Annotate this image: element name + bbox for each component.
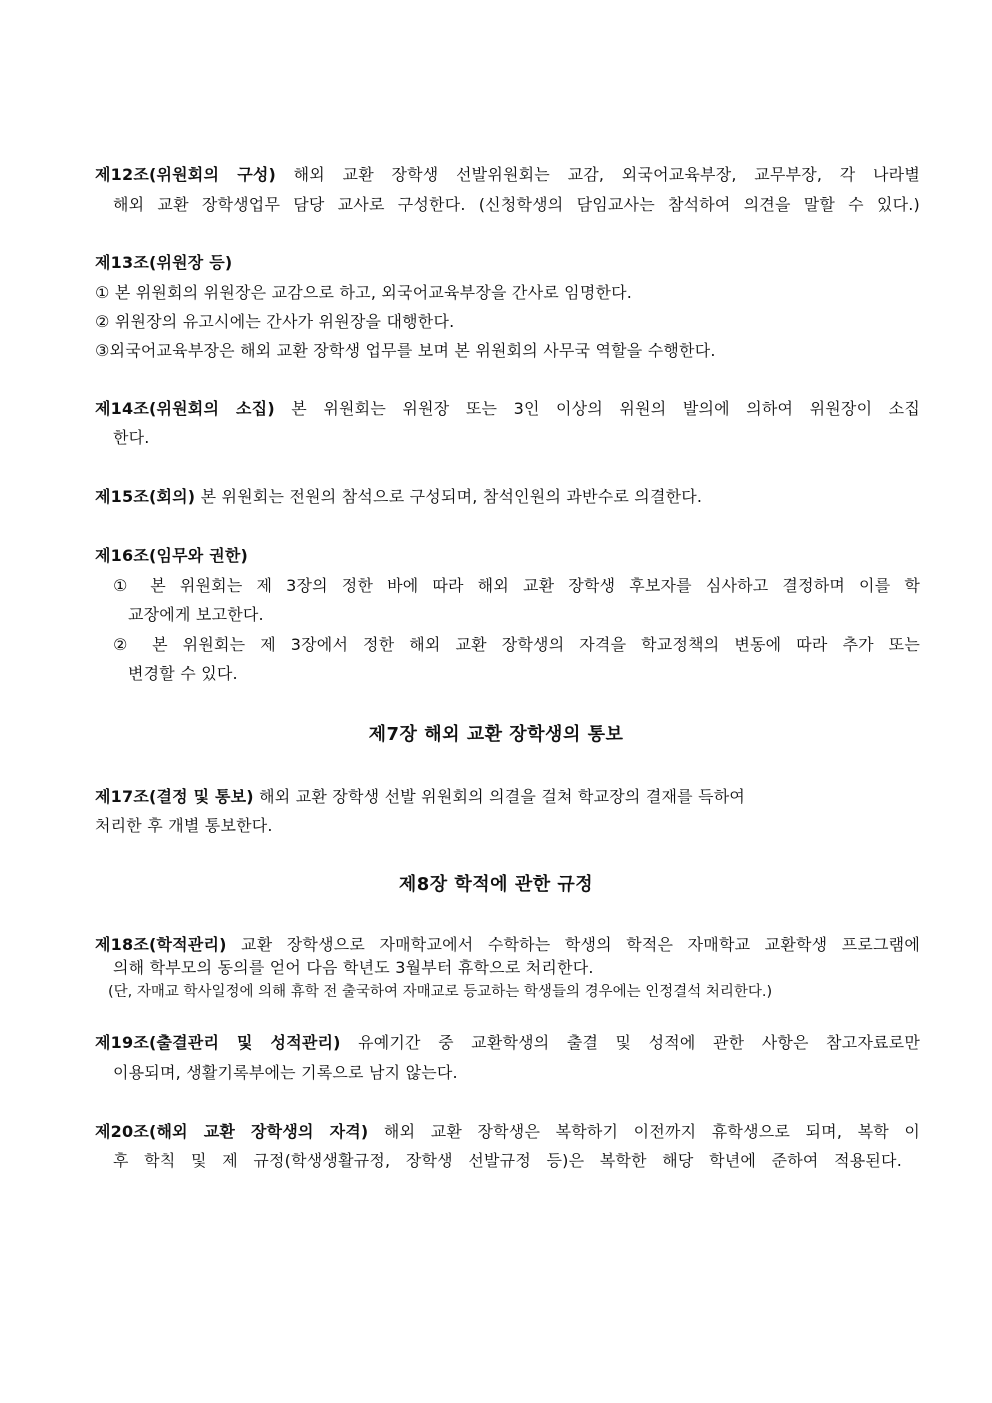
article-15-title: 제15조(회의) (95, 487, 196, 506)
article-12-line-1 (95, 165, 920, 185)
article-13-item-1: ① 본 위원회의 위원장은 교감으로 하고, 외국어교육부장을 간사로 임명한다. (95, 283, 633, 302)
article-15-text-1: 본 위원회는 전원의 참석으로 구성되며, 참석인원의 과반수로 의결한다. (195, 487, 703, 506)
article-19-line-2: 이용되며, 생활기록부에는 기록으로 남지 않는다. (113, 1063, 458, 1082)
article-16-item-2-line-2: 변경할 수 있다. (128, 664, 238, 683)
article-14-title: 제14조(위원회의 소집) (95, 399, 275, 418)
article-12-title: 제12조(위원회의 구성) (95, 165, 277, 184)
chapter-7-heading: 제7장 해외 교환 장학생의 통보 (368, 724, 624, 745)
article-18-line-3: (단, 자매교 학사일정에 의해 휴학 전 출국하여 자매교로 등교하는 학생들의 경우에는 인정결석 처리한다.) (108, 984, 773, 1000)
article-20-line-1 (95, 1122, 920, 1142)
article-18-line-2: 의해 학부모의 동의를 얻어 다음 학년도 3월부터 휴학으로 처리한다. (113, 958, 594, 977)
article-12-text-1: 해외 교환 장학생 선발위원회는 교감, 외국어교육부장, 교무부장, 각 나라별 (276, 165, 920, 184)
article-13-item-2: ② 위원장의 유고시에는 간사가 위원장을 대행한다. (95, 312, 455, 331)
article-17-line-2: 처리한 후 개별 통보한다. (95, 816, 273, 835)
article-16-title: 제16조(임무와 권한) (95, 546, 249, 565)
article-20-title: 제20조(해외 교환 장학생의 자격) (95, 1122, 369, 1141)
article-13-title: 제13조(위원장 등) (95, 253, 233, 272)
article-19-line-1 (95, 1033, 920, 1053)
article-17-text-1: 해외 교환 장학생 선발 위원회의 의결을 걸쳐 학교장의 결재를 득하여 (253, 787, 746, 806)
article-17-title: 제17조(결정 및 통보) (95, 787, 254, 806)
article-20-line-2: 후 학칙 및 제 규정(학생생활규정, 장학생 선발규정 등)은 복학한 해당 학년에 준하여 적용된다. (113, 1151, 902, 1170)
article-12-line-2: 해외 교환 장학생업무 담당 교사로 구성한다. (신청학생의 담임교사는 참석하여 의견을 말할 수 있다.) (113, 195, 920, 214)
article-14-line-1 (95, 399, 920, 419)
article-16-item-2-line-1: ② 본 위원회는 제 3장에서 정한 해외 교환 장학생의 자격을 학교정책의 변동에 따라 추가 또는 (113, 635, 920, 654)
article-18-title: 제18조(학적관리) (95, 935, 227, 954)
article-16-item-1-line-2: 교장에게 보고한다. (128, 605, 264, 624)
article-14-line-2: 한다. (113, 428, 150, 447)
article-17-line-1 (95, 787, 745, 807)
article-14-text-1: 본 위원회는 위원장 또는 3인 이상의 위원의 발의에 의하여 위원장이 소집 (274, 399, 920, 418)
article-18-line-1 (95, 935, 920, 955)
article-18-text-1: 교환 장학생으로 자매학교에서 수학하는 학생의 학적은 자매학교 교환학생 프로그램에 (226, 935, 920, 954)
article-19-text-1: 유예기간 중 교환학생의 출결 및 성적에 관한 사항은 참고자료로만 (340, 1033, 920, 1052)
article-20-text-1: 해외 교환 장학생은 복학하기 이전까지 휴학생으로 되며, 복학 이 (368, 1122, 921, 1141)
article-19-title: 제19조(출결관리 및 성적관리) (95, 1033, 341, 1052)
article-13-item-3: ③외국어교육부장은 해외 교환 장학생 업무를 보며 본 위원회의 사무국 역할을 수행한다. (95, 341, 716, 360)
chapter-8-heading: 제8장 학적에 관한 규정 (398, 874, 594, 895)
article-16-item-1-line-1: ① 본 위원회는 제 3장의 정한 바에 따라 해외 교환 장학생 후보자를 심사하고 결정하며 이를 학 (113, 576, 920, 595)
article-15-line-1 (95, 487, 702, 507)
